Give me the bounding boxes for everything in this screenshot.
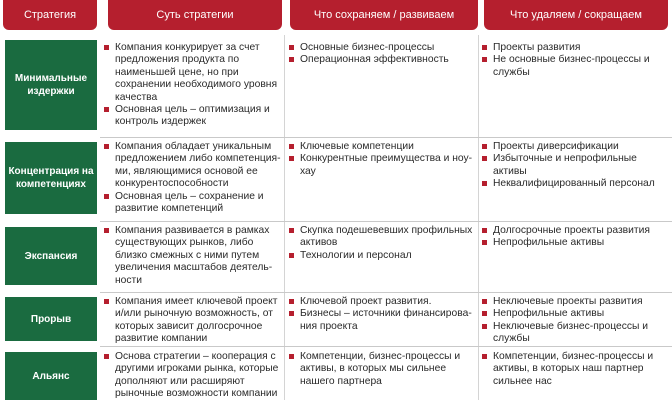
list-item: Скупка подешевевших профильных активов — [288, 225, 478, 250]
strategy-label: Альянс — [5, 352, 97, 400]
list-item: Непрофильные активы — [481, 237, 667, 249]
strategy-label: Экспансия — [5, 227, 97, 285]
strategy-label: Концентрация на компетенциях — [5, 142, 97, 214]
essence-cell — [103, 351, 282, 400]
keep-cell — [288, 42, 478, 136]
remove-cell — [481, 296, 667, 346]
strategy-label: Прорыв — [5, 297, 97, 341]
list-item: Неквалифицированный персонал — [481, 178, 667, 190]
list-item: Долгосрочные проекты развития — [481, 225, 667, 237]
list-item: Компания имеет ключевой проект и/или рыночную возможность, от которых зависит долгосрочное развитие компании — [103, 296, 282, 346]
row-divider — [100, 137, 672, 138]
strategy-label: Минимальные издержки — [5, 40, 97, 130]
list-item: Основные бизнес-процессы — [288, 42, 478, 54]
list-item: Ключевые компетенции — [288, 141, 478, 153]
row-divider — [100, 292, 672, 293]
essence-cell — [103, 141, 282, 221]
essence-cell — [103, 296, 282, 346]
list-item: Операционная эффективность — [288, 54, 478, 66]
header-remove: Что удаляем / сокращаем — [484, 0, 668, 30]
keep-cell — [288, 141, 478, 221]
list-item: Проекты диверсификации — [481, 141, 667, 153]
keep-cell — [288, 225, 478, 291]
list-item: Непрофильные активы — [481, 308, 667, 320]
list-item: Бизнесы – источники финансирова-ния проекта — [288, 308, 478, 333]
row-divider — [100, 221, 672, 222]
list-item: Технологии и персонал — [288, 250, 478, 262]
row-divider — [100, 346, 672, 347]
list-item: Основа стратегии – кооперация с другими игроками рынка, которые дополняют или расширяют рыночные возможности компании — [103, 351, 282, 400]
list-item: Проекты развития — [481, 42, 667, 54]
list-item: Не основные бизнес-процессы и службы — [481, 54, 667, 79]
header-essence: Суть стратегии — [108, 0, 282, 30]
keep-cell — [288, 296, 478, 346]
remove-cell — [481, 351, 667, 400]
list-item: Неключевые проекты развития — [481, 296, 667, 308]
remove-cell — [481, 141, 667, 221]
list-item: Избыточные и непрофильные активы — [481, 153, 667, 178]
list-item: Ключевой проект развития. — [288, 296, 478, 308]
list-item: Компетенции, бизнес-процессы и активы, в которых наш партнер сильнее нас — [481, 351, 667, 388]
essence-cell — [103, 225, 282, 291]
header-strategy: Стратегия — [3, 0, 97, 30]
remove-cell — [481, 42, 667, 136]
keep-cell — [288, 351, 478, 400]
list-item: Компания конкурирует за счет предложения продукта по наименьшей цене, но при сохранении необходимого уровня качества — [103, 42, 282, 104]
remove-cell — [481, 225, 667, 291]
list-item: Компетенции, бизнес-процессы и активы, в которых мы сильнее нашего партнера — [288, 351, 478, 388]
list-item: Конкурентные преимущества и ноу-хау — [288, 153, 478, 178]
list-item: Компания развивается в рамках существующих рынков, либо близко смежных с ними путем увеличения масштабов деятель-ности — [103, 225, 282, 287]
list-item: Компания обладает уникальным предложением либо компетенция-ми, являющимися основой ее конкурентоспособности — [103, 141, 282, 191]
list-item: Основная цель – сохранение и развитие компетенций — [103, 191, 282, 216]
header-keep: Что сохраняем / развиваем — [290, 0, 478, 30]
list-item: Неключевые бизнес-процессы и службы — [481, 321, 667, 346]
essence-cell — [103, 42, 282, 136]
list-item: Основная цель – оптимизация и контроль издержек — [103, 104, 282, 129]
